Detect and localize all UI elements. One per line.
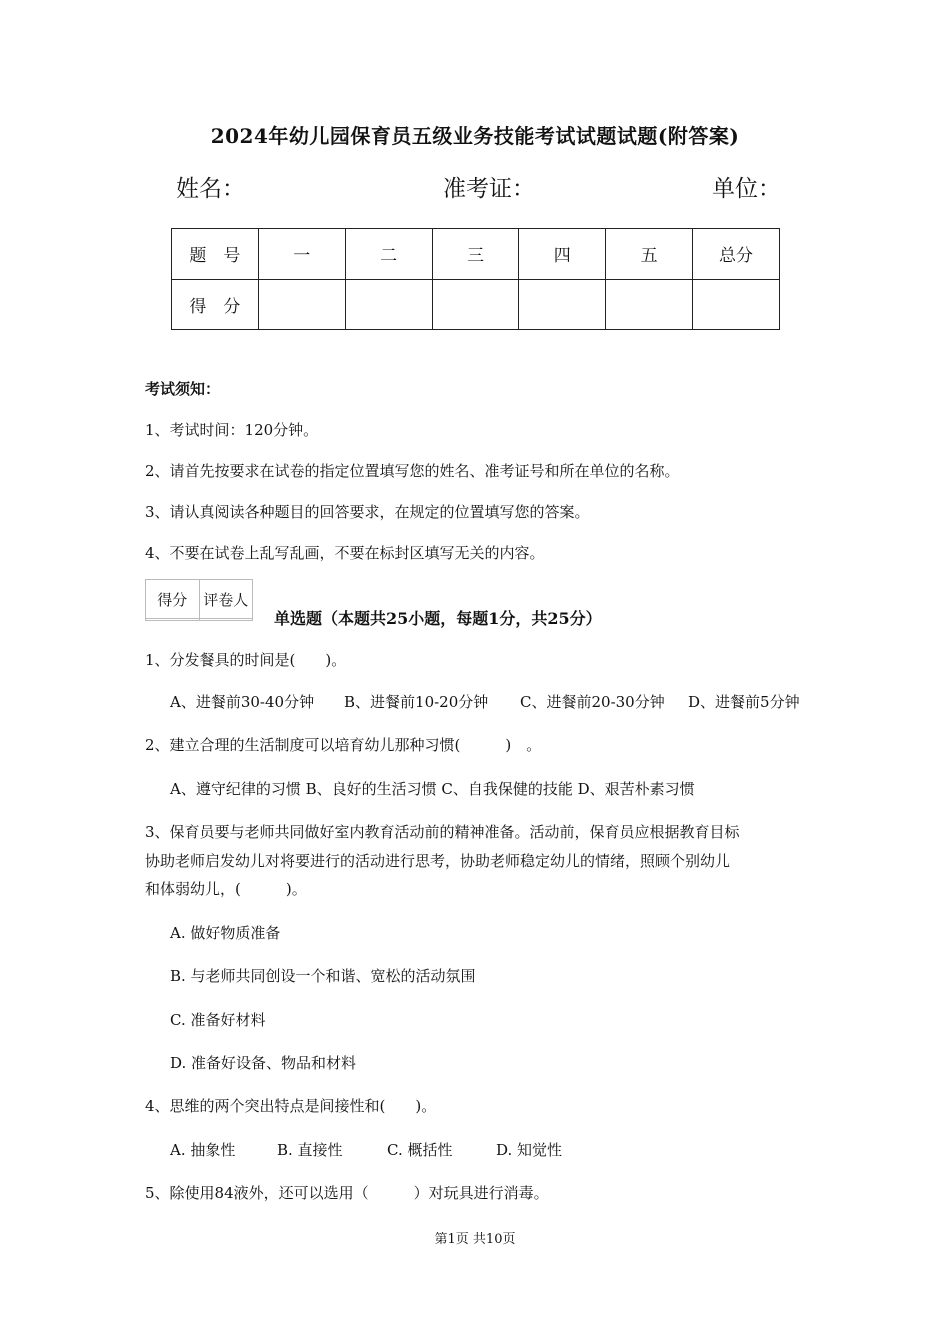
score-cell[interactable] — [519, 279, 606, 330]
notice-title: 考试须知： — [145, 380, 221, 398]
question-option: C、进餐前20-30分钟 — [520, 693, 665, 711]
question-option: A. 抽象性 — [170, 1141, 236, 1159]
question-option: A、进餐前30-40分钟 — [170, 693, 315, 711]
question-stem: 4、思维的两个突出特点是间接性和( )。 — [145, 1097, 437, 1115]
grader-score-label: 得分 — [146, 580, 200, 619]
notice-item: 2、请首先按要求在试卷的指定位置填写您的姓名、准考证号和所在单位的名称。 — [145, 462, 680, 480]
question-option: A. 做好物质准备 — [170, 924, 281, 942]
grader-reviewer-cell[interactable] — [199, 619, 253, 621]
question-option: A、遵守纪律的习惯 B、良好的生活习惯 C、自我保健的技能 D、艰苦朴素习惯 — [170, 780, 695, 798]
page-footer: 第1页 共10页 — [434, 1232, 516, 1247]
question-stem: 3、保育员要与老师共同做好室内教育活动前的精神准备。活动前，保育员应根据教育目标 — [145, 823, 740, 841]
score-header-cell: 题 号 — [172, 229, 259, 280]
score-header-cell: 四 — [519, 229, 606, 280]
question-option: C. 准备好材料 — [170, 1011, 266, 1029]
score-cell[interactable] — [345, 279, 432, 330]
score-cell[interactable] — [693, 279, 780, 330]
question-stem: 2、建立合理的生活制度可以培育幼儿那种习惯( ) 。 — [145, 736, 542, 754]
notice-item: 1、考试时间：120分钟。 — [145, 421, 319, 439]
score-row-label: 得 分 — [172, 279, 259, 330]
score-cell[interactable] — [432, 279, 519, 330]
ticket-label: 准考证： — [443, 176, 535, 202]
score-table-header-row — [172, 229, 780, 280]
score-table-score-row — [172, 279, 780, 330]
score-header-cell: 总分 — [693, 229, 780, 280]
unit-label: 单位： — [712, 176, 781, 202]
question-option: B. 与老师共同创设一个和谐、宽松的活动氛围 — [170, 967, 476, 985]
question-option: D. 知觉性 — [496, 1141, 563, 1159]
question-option: B. 直接性 — [277, 1141, 343, 1159]
grader-score-cell[interactable] — [146, 619, 200, 621]
section-title: 单选题（本题共25小题，每题1分，共25分） — [274, 609, 602, 628]
question-stem: 和体弱幼儿，( )。 — [145, 880, 307, 898]
score-header-cell: 三 — [432, 229, 519, 280]
question-stem: 5、除使用84液外，还可以选用（ ）对玩具进行消毒。 — [145, 1184, 549, 1202]
score-cell[interactable] — [258, 279, 345, 330]
grader-table — [145, 579, 253, 621]
question-stem: 1、分发餐具的时间是( )。 — [145, 651, 347, 669]
score-table — [171, 228, 780, 330]
question-option: C. 概括性 — [387, 1141, 453, 1159]
score-header-cell: 五 — [606, 229, 693, 280]
question-option: D. 准备好设备、物品和材料 — [170, 1054, 357, 1072]
score-header-cell: 一 — [258, 229, 345, 280]
question-option: D、进餐前5分钟 — [688, 693, 800, 711]
grader-reviewer-label: 评卷人 — [199, 580, 253, 619]
score-cell[interactable] — [606, 279, 693, 330]
question-option: B、进餐前10-20分钟 — [344, 693, 489, 711]
question-stem: 协助老师启发幼儿对将要进行的活动进行思考，协助老师稳定幼儿的情绪，照顾个别幼儿 — [145, 852, 731, 870]
notice-item: 4、不要在试卷上乱写乱画，不要在标封区填写无关的内容。 — [145, 544, 545, 562]
score-header-cell: 二 — [345, 229, 432, 280]
page-title: 2024年幼儿园保育员五级业务技能考试试题试题(附答案) — [210, 124, 740, 148]
notice-item: 3、请认真阅读各种题目的回答要求，在规定的位置填写您的答案。 — [145, 503, 590, 521]
name-label: 姓名： — [176, 176, 245, 202]
